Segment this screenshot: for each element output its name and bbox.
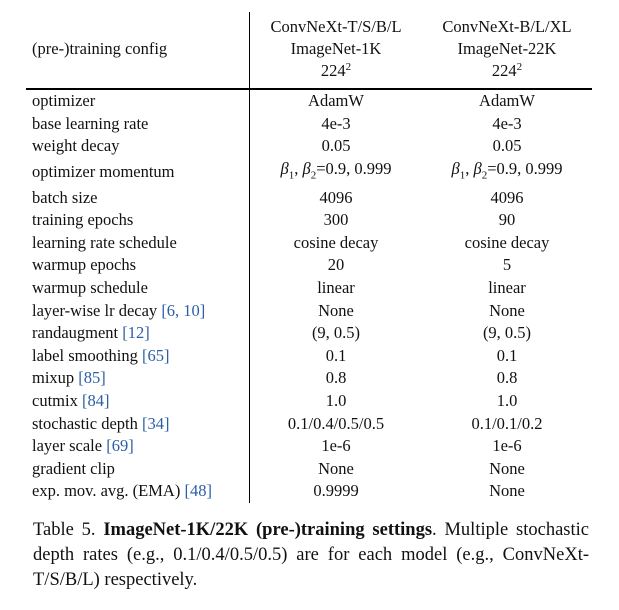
table-row: [26, 254, 592, 277]
table-row: [26, 113, 592, 136]
row-label: layer-wise lr decay: [32, 300, 158, 320]
imagenet-1k-value: 4096: [319, 187, 353, 207]
imagenet-22k-value: 0.1/0.1/0.2: [471, 413, 543, 433]
imagenet-1k-value: None: [318, 458, 354, 478]
row-label-cell: [26, 322, 250, 345]
imagenet-1k-value: 0.9999: [313, 481, 359, 501]
row-label-cell: [26, 277, 250, 300]
imagenet-1k-value: 0.05: [321, 136, 351, 156]
row-label-cell: [26, 254, 250, 277]
row-label: warmup epochs: [32, 255, 137, 275]
row-label-cell: [26, 187, 250, 210]
training-settings-table: [26, 12, 592, 503]
table-row: [26, 390, 592, 413]
row-label-cell: [26, 480, 250, 503]
imagenet-22k-value: 0.1: [496, 345, 518, 365]
table-row: [26, 277, 592, 300]
imagenet-22k-value: linear: [488, 278, 526, 298]
row-label: mixup: [32, 368, 75, 388]
row-label-cell: [26, 300, 250, 323]
col2-dataset: ImageNet-22K: [457, 39, 557, 58]
row-label-cell: [26, 135, 250, 158]
imagenet-1k-value: cosine decay: [293, 232, 379, 252]
row-label: optimizer: [32, 91, 96, 110]
col1-dataset: ImageNet-1K: [290, 39, 382, 58]
row-label-cell: [26, 435, 250, 458]
row-label: base learning rate: [32, 113, 149, 133]
table-row: [26, 89, 592, 113]
row-label: randaugment: [32, 323, 119, 343]
col1-resolution: $224^2$: [320, 61, 352, 80]
row-label-cell: [26, 209, 250, 232]
table-header-row: [26, 12, 592, 89]
table-row: [26, 209, 592, 232]
table-row: [26, 367, 592, 390]
caption-prefix: Table 5.: [33, 520, 104, 540]
row-label: gradient clip: [32, 458, 115, 478]
table-row: [26, 300, 592, 323]
citation-link[interactable]: [34]: [141, 413, 170, 433]
imagenet-1k-value: AdamW: [308, 91, 364, 110]
imagenet-22k-value: 1e-6: [492, 436, 522, 456]
table-row: [26, 158, 592, 187]
imagenet-1k-value: 20: [327, 255, 345, 275]
table-caption: [33, 518, 589, 593]
citation-link[interactable]: [69]: [106, 436, 134, 456]
imagenet-22k-value: 0.8: [496, 368, 518, 388]
imagenet-22k-value: cosine decay: [464, 232, 550, 252]
citation-link[interactable]: [6, 10]: [161, 300, 206, 320]
row-label: batch size: [32, 187, 98, 207]
citation-link[interactable]: [48]: [184, 481, 212, 501]
row-label: learning rate schedule: [32, 232, 177, 252]
imagenet-22k-value: (9, 0.5): [482, 323, 532, 343]
table-row: [26, 480, 592, 503]
imagenet-1k-value: $\beta_1$, $\beta_2=0.9$, 0.999: [280, 158, 392, 182]
imagenet-1k-value: 0.8: [325, 368, 347, 388]
row-label: warmup schedule: [32, 278, 148, 298]
imagenet-22k-value: None: [489, 300, 525, 320]
citation-link[interactable]: [12]: [122, 323, 150, 343]
imagenet-1k-value: 1e-6: [321, 436, 351, 456]
row-label-cell: [26, 390, 250, 413]
col2-models: ConvNeXt-B/L/XL: [442, 17, 572, 36]
imagenet-1k-value: 1.0: [325, 391, 347, 411]
row-label: layer scale: [32, 436, 103, 456]
row-label: weight decay: [32, 136, 120, 156]
table-row: [26, 187, 592, 210]
row-label-cell: [26, 413, 250, 436]
table-row: [26, 232, 592, 255]
table-row: [26, 458, 592, 481]
table-row: [26, 413, 592, 436]
imagenet-1k-value: (9, 0.5): [311, 323, 361, 343]
imagenet-22k-value: None: [489, 458, 525, 478]
col1-models: ConvNeXt-T/S/B/L: [270, 17, 402, 36]
row-label: label smoothing: [32, 345, 138, 365]
imagenet-22k-value: 90: [498, 210, 516, 230]
imagenet-22k-value: None: [489, 481, 525, 501]
imagenet-1k-value: None: [318, 300, 354, 320]
imagenet-22k-value: AdamW: [479, 91, 535, 110]
imagenet-1k-value: 300: [323, 210, 349, 230]
imagenet-22k-value: 4096: [490, 187, 524, 207]
row-label-cell: [26, 232, 250, 255]
imagenet-22k-value: 4e-3: [492, 113, 522, 133]
citation-link[interactable]: [84]: [81, 391, 110, 411]
table-row: [26, 345, 592, 368]
imagenet-1k-value: 0.1: [325, 345, 347, 365]
caption-title: ImageNet-1K/22K (pre-)training settings: [103, 520, 433, 540]
col2-resolution: $224^2$: [491, 61, 523, 80]
imagenet-22k-column-header: [422, 12, 592, 89]
imagenet-22k-value: 0.05: [492, 136, 522, 156]
imagenet-1k-column-header: [250, 12, 423, 89]
table-row: [26, 135, 592, 158]
row-label-cell: [26, 367, 250, 390]
config-column-header: (pre-)training config: [26, 12, 250, 89]
citation-link[interactable]: [65]: [142, 345, 170, 365]
row-label-cell: [26, 158, 250, 187]
table-row: [26, 435, 592, 458]
row-label: training epochs: [32, 210, 134, 230]
table-row: [26, 322, 592, 345]
imagenet-22k-value: 1.0: [496, 391, 518, 411]
citation-link[interactable]: [85]: [78, 368, 106, 388]
caption-text: . Multiple stochastic depth rates (e.g., 0.1/0.4/0.5/0.5) are for each model (e.g., ConvNeXt-T/S/B/L) respectively.: [33, 520, 589, 590]
imagenet-1k-value: linear: [317, 278, 355, 298]
row-label-cell: [26, 113, 250, 136]
row-label: exp. mov. avg. (EMA): [32, 481, 181, 501]
imagenet-22k-value: 5: [502, 255, 512, 275]
row-label-cell: [26, 89, 250, 113]
row-label: stochastic depth: [32, 413, 138, 433]
row-label-cell: [26, 458, 250, 481]
imagenet-1k-value: 0.1/0.4/0.5/0.5: [287, 413, 385, 433]
row-label: optimizer momentum: [32, 161, 175, 181]
row-label-cell: [26, 345, 250, 368]
row-label: cutmix: [32, 391, 78, 411]
imagenet-1k-value: 4e-3: [321, 113, 351, 133]
imagenet-22k-value: $\beta_1$, $\beta_2=0.9$, 0.999: [451, 158, 563, 182]
